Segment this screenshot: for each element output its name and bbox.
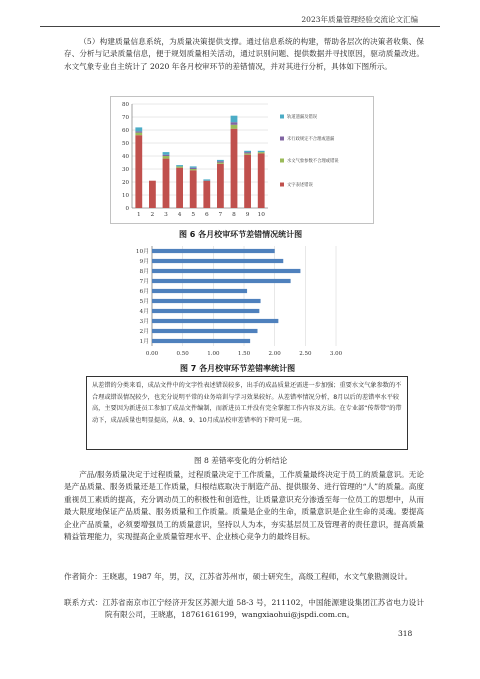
fig6-legend-label: 未行政规定不合理或遗漏 <box>287 137 335 142</box>
fig6-x-tick-label: 7 <box>218 212 223 218</box>
fig6-legend-label: 轨道遗漏及错误 <box>287 115 318 120</box>
fig6-y-tick-label: 50 <box>122 141 129 147</box>
fig7-y-tick-label: 5月 <box>139 299 149 305</box>
fig6-chart <box>110 96 374 224</box>
paragraph-quality-awareness: 产品/服务质量决定于过程质量，过程质量决定于工作质量，工作质量最终决定于员工的质量意识。无论是产品质量、服务质量还是工作质量，归根结底取决于制造产品、提供服务、进行管理的“人”的质量。高度重视员工素质的提高，充分调动员工的积极性和创造性，让质量意识充分渗透至每一位员工的思想中，从而最大限度地保证产品质量、服务质量和工作质量。质量是企业的生命，质量意识是企业生命的灵魂。要提高企业产品质量，必须要增强员工的质量意识，坚持以人为本，夯实基层员工及管理者的责任意识，提高质量精益管理能力，实现提高企业质量管理水平、企业核心竞争力的最终目标。 <box>64 470 424 542</box>
fig6-bar-segment <box>258 151 265 152</box>
fig6-y-tick-label: 10 <box>122 193 129 199</box>
fig6-bar-segment <box>244 151 251 152</box>
fig6-bar-segment <box>176 165 183 166</box>
fig7-bar <box>152 319 278 323</box>
fig6-x-tick-label: 1 <box>136 212 141 218</box>
header-rule <box>40 26 440 27</box>
fig6-legend-label: 水文气象参数不合理或错误 <box>287 159 339 164</box>
fig6-bar-segment <box>231 129 238 208</box>
fig6-bar-segment <box>135 131 142 132</box>
fig7-chart <box>126 242 356 362</box>
fig6-bar-segment <box>217 160 224 161</box>
fig6-x-tick-label: 4 <box>177 212 182 218</box>
page-number: 318 <box>398 629 413 638</box>
fig7-y-tick-label: 2月 <box>139 329 149 335</box>
fig6-bar-segment <box>217 164 224 208</box>
fig6-y-tick-label: 40 <box>122 154 129 160</box>
fig6-legend-swatch <box>280 183 284 187</box>
author-contact <box>64 597 424 622</box>
fig6-bar-segment <box>231 116 238 123</box>
fig6-bar-segment <box>244 155 251 208</box>
fig6-x-tick-label: 3 <box>164 212 168 218</box>
conclusion-box <box>86 376 408 450</box>
fig6-bar-segment <box>163 152 170 155</box>
fig7-y-tick-label: 8月 <box>139 269 149 275</box>
fig7-bar <box>152 339 250 343</box>
fig6-bar-segment <box>190 170 197 208</box>
fig7-y-tick-label: 1月 <box>139 339 149 345</box>
fig8-caption: 图 8 差错率变化的分析结论 <box>194 456 288 465</box>
fig6-x-tick-label: 8 <box>232 212 236 218</box>
contact-label: 联系方式： <box>64 598 103 607</box>
fig6-y-tick-label: 0 <box>125 206 129 212</box>
fig6-bar-segment <box>258 153 265 208</box>
fig7-y-tick-label: 4月 <box>139 309 149 315</box>
fig6-x-tick-label: 5 <box>191 212 196 218</box>
fig6-legend-swatch <box>280 137 284 141</box>
fig7-y-tick-label: 6月 <box>139 289 149 295</box>
fig6-bar-segment <box>163 155 170 156</box>
fig7-y-tick-label: 10月 <box>135 249 149 255</box>
fig6-x-tick-label: 6 <box>204 212 209 218</box>
fig7-y-tick-label: 7月 <box>139 279 149 285</box>
fig6-bar-segment <box>163 156 170 159</box>
fig6-bar-segment <box>190 168 197 169</box>
fig6-legend-swatch <box>280 115 284 119</box>
author-text: 王晓惠，1987 年，男，汉，江苏省苏州市，硕士研究生，高级工程师，水文气象勘测设计。 <box>101 572 413 581</box>
journal-header: 2023年质量管理经验交流论文汇编 <box>301 15 418 24</box>
fig7-x-tick-label: 1.50 <box>237 351 251 357</box>
conclusion-text: 从差错的分类来看，成品文件中的文字性表述错误较多，出手的成品质量还需进一步加强；重要水文气象参数的不合理或错误情况较少，也充分说明平常的业务培训与学习效果较好。从差错率情况分析，8月以后的差错率水平较高，主要因为新进员工参加了成品文件编制，而新进员工并没有完全掌握工作内容及方法。在专业部“传帮带”的带动下，成品质量也明显提高，从8、9、10月成品校审差错率的下降可见一斑。 <box>92 382 402 424</box>
fig7-bar <box>152 329 257 333</box>
fig7-y-tick-label: 9月 <box>139 259 149 265</box>
fig6-bar-segment <box>217 163 224 164</box>
fig6-x-tick-label: 2 <box>150 212 155 218</box>
fig6-bar-segment <box>135 127 142 131</box>
fig7-bar <box>152 299 261 303</box>
fig7-bar <box>152 309 259 313</box>
fig6-legend-label: 文字表述错误 <box>287 183 313 188</box>
fig6-legend-swatch <box>280 159 284 163</box>
fig6-bar-segment <box>190 169 197 170</box>
fig7-x-tick-label: 2.50 <box>299 351 312 357</box>
fig7-x-tick-label: 1.00 <box>207 351 220 357</box>
fig6-y-tick-label: 20 <box>122 180 129 186</box>
fig6-bar-segment <box>231 125 238 129</box>
fig6-bar-segment <box>203 181 210 208</box>
fig6-bar-segment <box>258 152 265 153</box>
fig6-x-tick-label: 9 <box>245 212 250 218</box>
fig6-bar-segment <box>163 159 170 208</box>
fig6-bar-segment <box>135 135 142 208</box>
fig6-bar-segment <box>135 133 142 136</box>
fig6-bar-segment <box>203 179 210 180</box>
fig7-bar <box>152 289 247 293</box>
fig7-bar <box>152 279 291 283</box>
author-label: 作者简介： <box>64 572 102 581</box>
fig7-bar <box>152 249 275 253</box>
fig7-caption: 图 7 各月校审环节差错率统计图 <box>180 364 296 373</box>
fig6-bar-segment <box>149 181 156 208</box>
fig6-caption: 图 6 各月校审环节差错情况统计图 <box>179 230 303 239</box>
fig7-x-tick-label: 3.00 <box>329 351 343 357</box>
fig6-bar-segment <box>244 153 251 154</box>
fig6-x-tick-label: 10 <box>257 212 265 218</box>
fig6-y-tick-label: 60 <box>122 128 129 134</box>
fig7-bar <box>152 269 300 273</box>
fig6-y-tick-label: 30 <box>122 167 129 173</box>
fig6-bar-segment <box>231 122 238 125</box>
paragraph-info-system: （5）构建质量信息系统，为质量决策提供支撑。通过信息系统的构建，帮助各层次的决策者收集、保存、分析与记录质量信息，便于规划质量相关活动，通过识别问题、提供数据并寻找原因，驱动质量改进。水文气象专业自主统计了 2020 年各月校审环节的差错情况，并对其进行分析，具体如下图所示。 <box>64 37 424 71</box>
contact-text: 江苏省南京市江宁经济开发区苏源大道 58-3 号，211102，中国能源建设集团江苏省电力设计院有限公司，王晓惠，18761616199，wangxiaohui@jspdi.com.cn。 <box>102 598 424 620</box>
fig7-bar <box>152 259 283 263</box>
author-intro <box>64 571 424 583</box>
fig7-y-tick-label: 3月 <box>139 319 149 325</box>
fig6-bar-segment <box>176 166 183 167</box>
fig7-x-tick-label: 0.00 <box>145 351 159 357</box>
fig6-bar-segment <box>176 168 183 208</box>
fig7-x-tick-label: 2.00 <box>268 351 281 357</box>
fig6-bar-segment <box>217 161 224 162</box>
fig6-y-tick-label: 80 <box>122 102 129 108</box>
fig6-bar-segment <box>190 166 197 167</box>
fig7-x-tick-label: 0.50 <box>176 351 189 357</box>
fig6-y-tick-label: 70 <box>122 115 129 121</box>
fig6-bar-segment <box>244 152 251 153</box>
